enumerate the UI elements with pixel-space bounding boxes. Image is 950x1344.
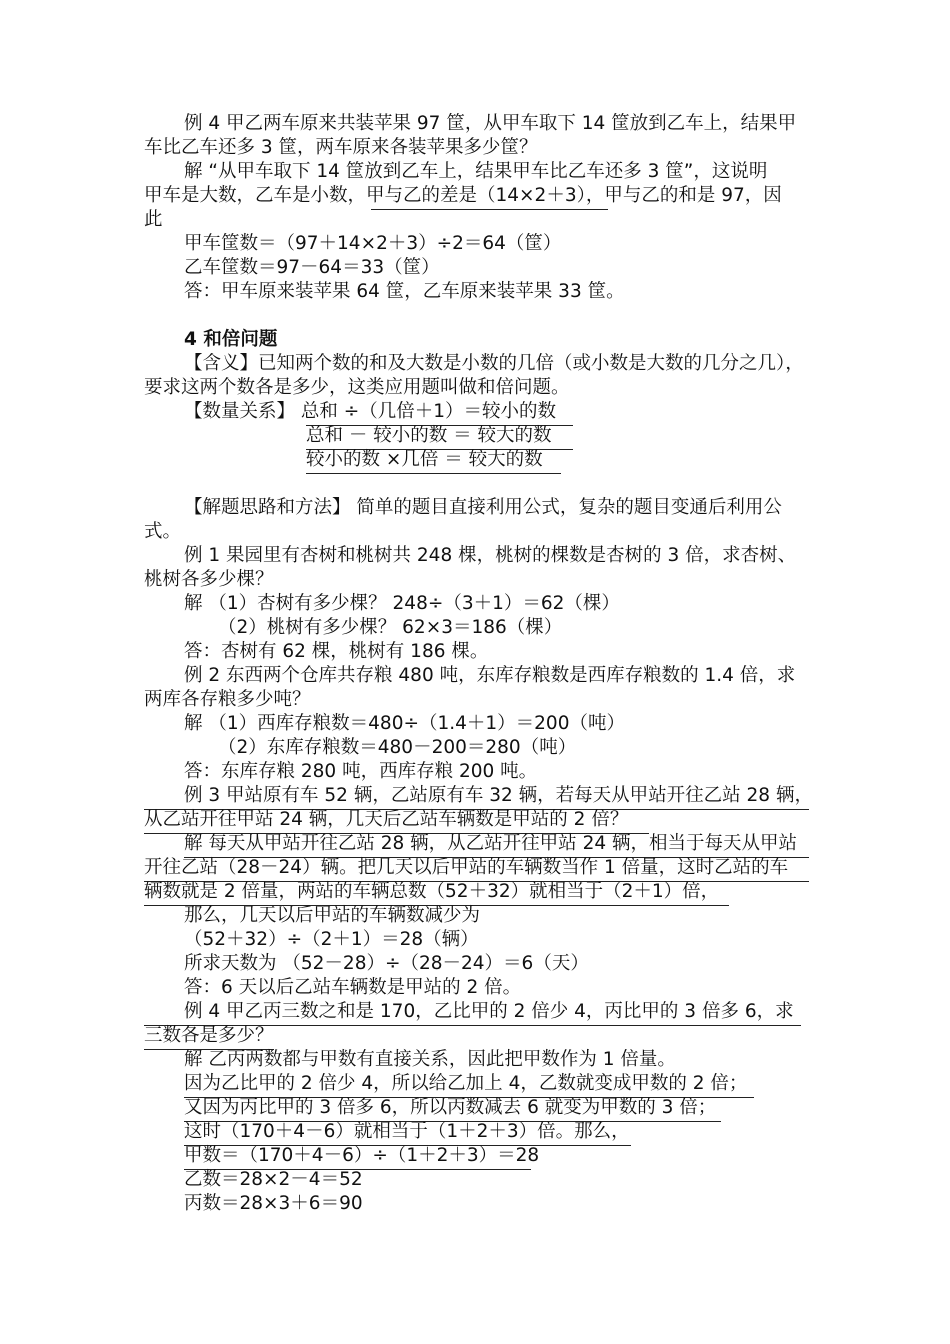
text-line: 此 bbox=[144, 209, 163, 230]
text-line: 要求这两个数各是多少，这类应用题叫做和倍问题。 bbox=[144, 377, 570, 398]
text-line: 式。 bbox=[144, 521, 182, 542]
text-line: 解 （1）杏树有多少棵？ 248÷（3＋1）＝62（棵） bbox=[184, 593, 620, 614]
text-line: 【数量关系】 总和 ÷（几倍＋1）＝较小的数 bbox=[184, 401, 557, 422]
text-line: 总和 － 较小的数 ＝ 较大的数 bbox=[306, 425, 552, 446]
text-line: 例 4 甲乙两车原来共装苹果 97 筐，从甲车取下 14 筐放到乙车上，结果甲 bbox=[184, 113, 797, 134]
text-line: 那么，几天以后甲站的车辆数减少为 bbox=[184, 905, 481, 926]
text-line: 解 乙丙两数都与甲数有直接关系，因此把甲数作为 1 倍量。 bbox=[184, 1049, 676, 1070]
text-line: 较小的数 ×几倍 ＝ 较大的数 bbox=[306, 449, 543, 470]
text-line: 甲车是大数，乙车是小数，甲与乙的差是（14×2＋3），甲与乙的和是 97，因 bbox=[144, 185, 782, 206]
text-line: 开往乙站（28－24）辆。把几天以后甲站的车辆数当作 1 倍量，这时乙站的车 bbox=[144, 857, 789, 878]
text-line: 甲数＝（170＋4－6）÷（1＋2＋3）＝28 bbox=[184, 1145, 540, 1166]
text-line: 车比乙车还多 3 筐，两车原来各装苹果多少筐？ bbox=[144, 137, 538, 158]
text-line: 答：杏树有 62 棵，桃树有 186 棵。 bbox=[184, 641, 489, 662]
text-line: 三数各是多少？ bbox=[144, 1025, 274, 1046]
section-heading: 4 和倍问题 bbox=[184, 329, 278, 350]
text-line: 这时（170＋4－6）就相当于（1＋2＋3）倍。那么， bbox=[184, 1121, 630, 1142]
text-line: 答：东库存粮 280 吨，西库存粮 200 吨。 bbox=[184, 761, 538, 782]
text-line: 桃树各多少棵？ bbox=[144, 569, 274, 590]
text-line: 答：6 天以后乙站车辆数是甲站的 2 倍。 bbox=[184, 977, 522, 998]
text-line: 丙数＝28×3＋6＝90 bbox=[184, 1193, 363, 1214]
text-line: 甲车筐数＝（97＋14×2＋3）÷2＝64（筐） bbox=[184, 233, 562, 254]
text-line: 从乙站开往甲站 24 辆，几天后乙站车辆数是甲站的 2 倍？ bbox=[144, 809, 629, 830]
text-line: 例 4 甲乙丙三数之和是 170，乙比甲的 2 倍少 4，丙比甲的 3 倍多 6，求 bbox=[184, 1001, 794, 1022]
text-line: 因为乙比甲的 2 倍少 4，所以给乙加上 4，乙数就变成甲数的 2 倍； bbox=[184, 1073, 748, 1094]
text-line: 解 “从甲车取下 14 筐放到乙车上，结果甲车比乙车还多 3 筐”，这说明 bbox=[184, 161, 768, 182]
text-line: 又因为丙比甲的 3 倍多 6，所以丙数减去 6 就变为甲数的 3 倍； bbox=[184, 1097, 717, 1118]
text-line: 解 每天从甲站开往乙站 28 辆，从乙站开往甲站 24 辆，相当于每天从甲站 bbox=[184, 833, 797, 854]
text-line: 【解题思路和方法】 简单的题目直接利用公式，复杂的题目变通后利用公 bbox=[184, 497, 782, 518]
text-line: 例 1 果园里有杏树和桃树共 248 棵，桃树的棵数是杏树的 3 倍，求杏树、 bbox=[184, 545, 797, 566]
text-line: （2）东库存粮数＝480－200＝280（吨） bbox=[218, 737, 577, 758]
text-line: 例 2 东西两个仓库共存粮 480 吨，东库存粮数是西库存粮数的 1.4 倍，求 bbox=[184, 665, 796, 686]
text-line: 乙车筐数＝97－64＝33（筐） bbox=[184, 257, 440, 278]
underline bbox=[371, 209, 608, 210]
text-line: （52＋32）÷（2＋1）＝28（辆） bbox=[184, 929, 479, 950]
text-line: 答：甲车原来装苹果 64 筐，乙车原来装苹果 33 筐。 bbox=[184, 281, 625, 302]
text-line: 辆数就是 2 倍量，两站的车辆总数（52＋32）就相当于（2＋1）倍， bbox=[144, 881, 720, 902]
text-line: 乙数＝28×2－4＝52 bbox=[184, 1169, 363, 1190]
text-line: 【含义】已知两个数的和及大数是小数的几倍（或小数是大数的几分之几）， bbox=[184, 353, 804, 374]
text-line: 所求天数为 （52－28）÷（28－24）＝6（天） bbox=[184, 953, 589, 974]
text-line: （2）桃树有多少棵？ 62×3＝186（棵） bbox=[218, 617, 563, 638]
text-line: 例 3 甲站原有车 52 辆，乙站原有车 32 辆，若每天从甲站开往乙站 28 辆， bbox=[184, 785, 813, 806]
text-line: 两库各存粮多少吨？ bbox=[144, 689, 311, 710]
underline bbox=[306, 473, 561, 474]
text-line: 解 （1）西库存粮数＝480÷（1.4＋1）＝200（吨） bbox=[184, 713, 625, 734]
